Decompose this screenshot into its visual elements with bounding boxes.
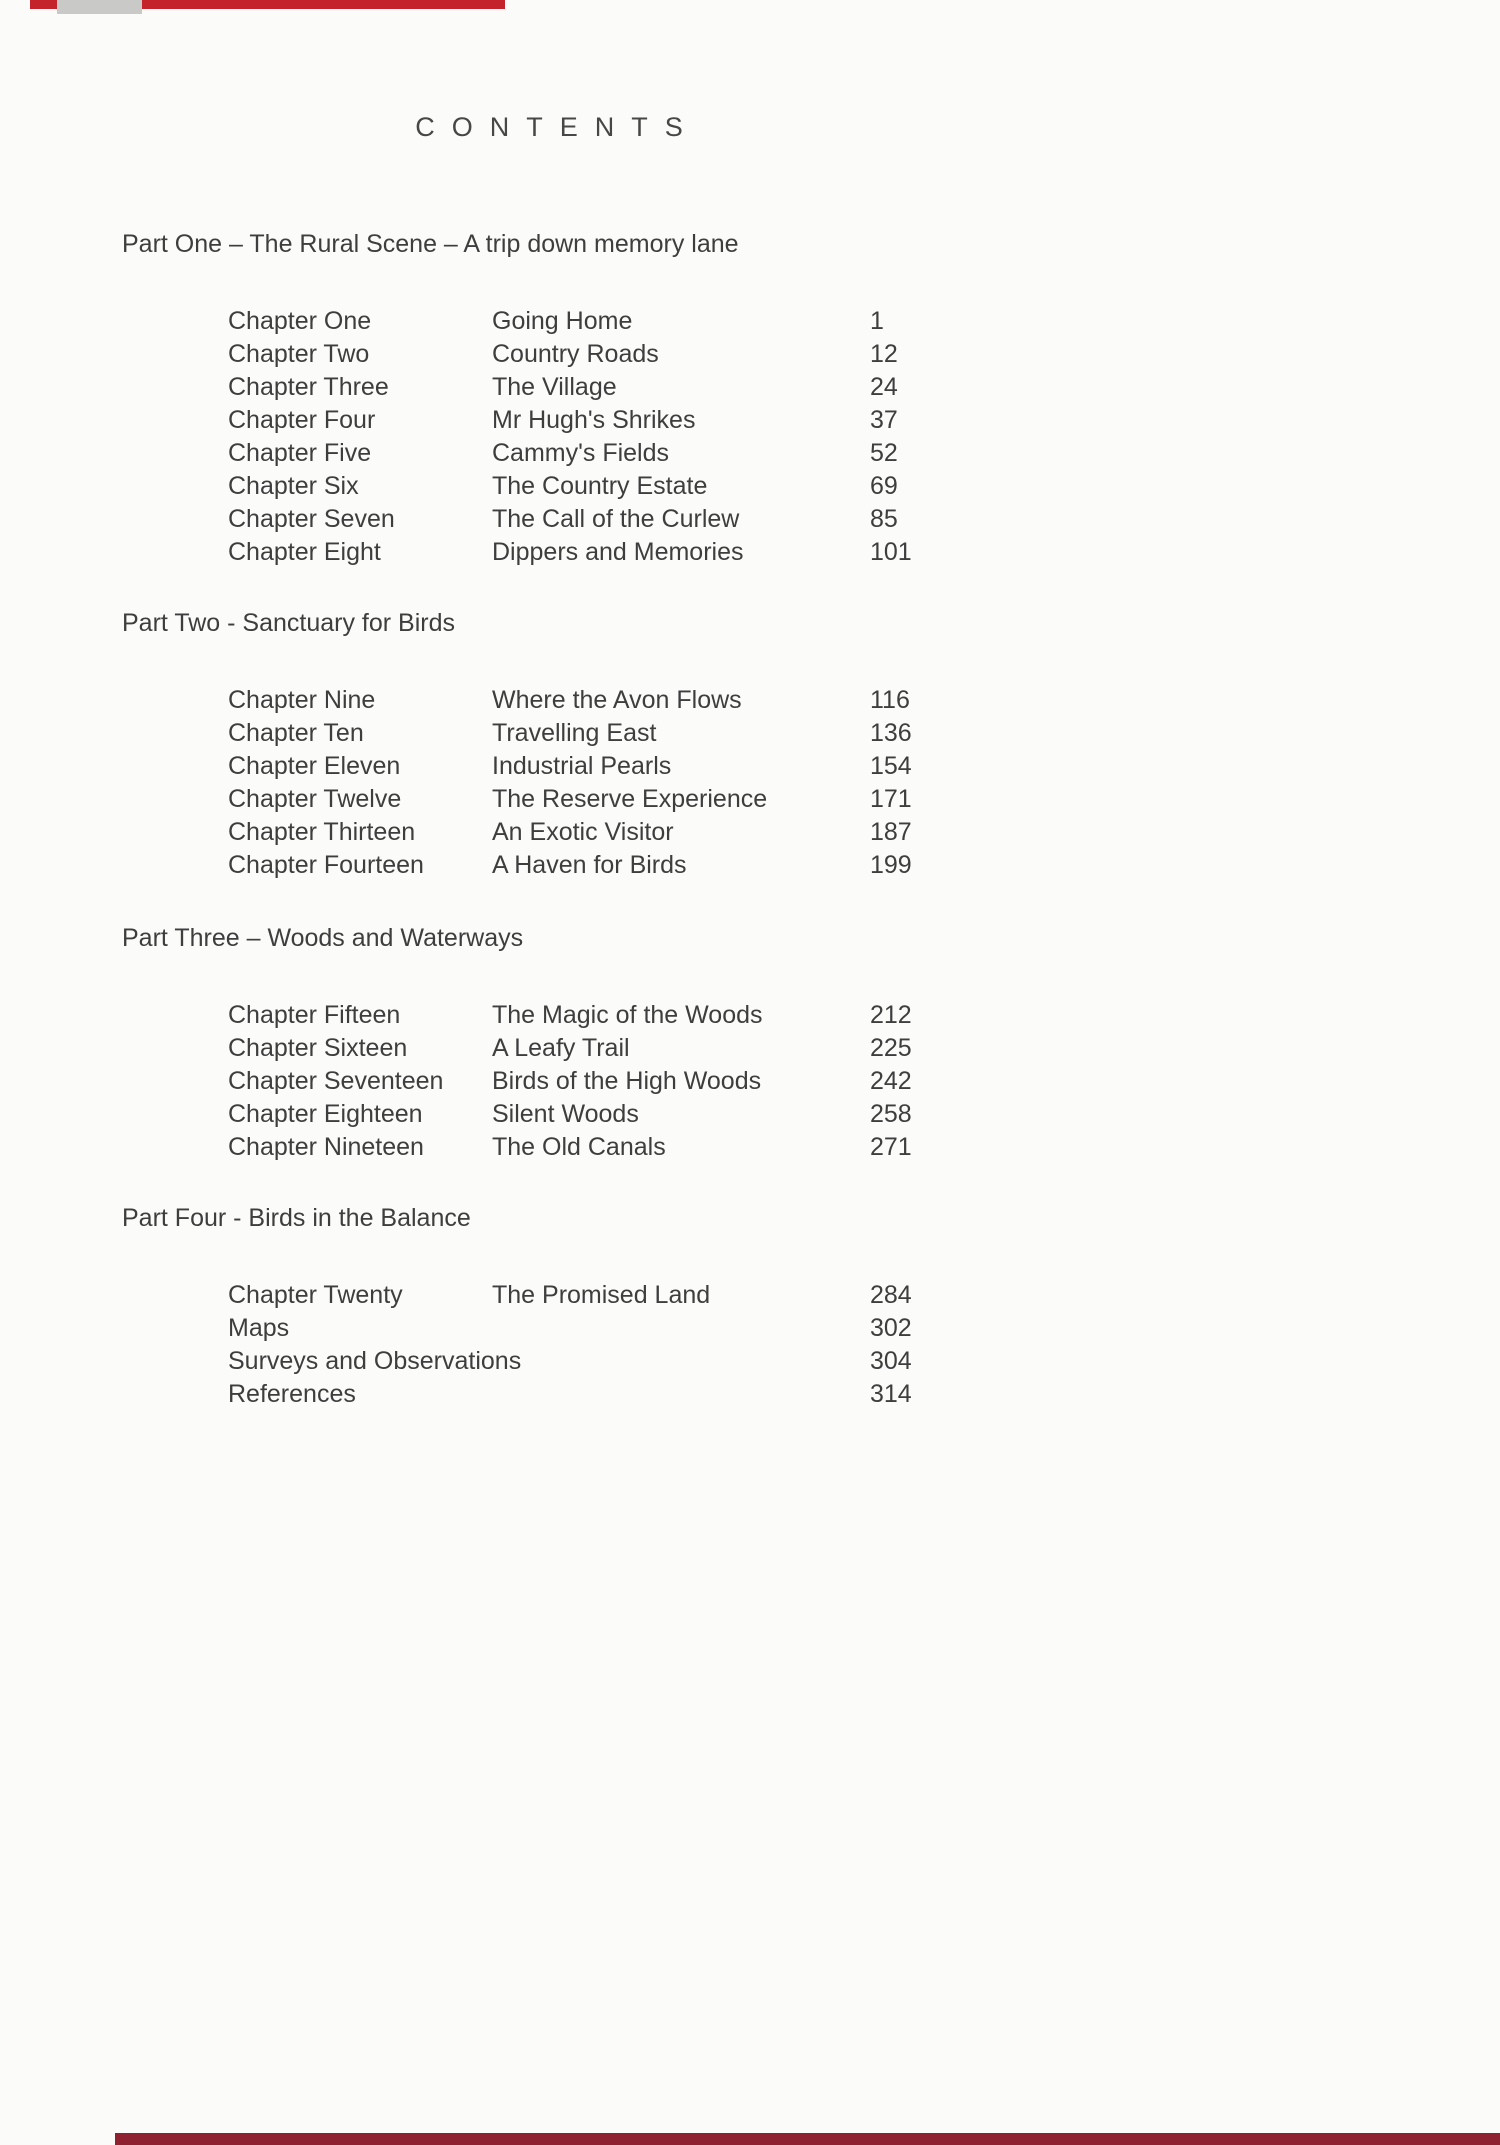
page-number: 187: [870, 818, 912, 846]
chapter-label: References: [228, 1380, 356, 1408]
chapter-label: Chapter Six: [228, 472, 359, 500]
page-number: 199: [870, 851, 912, 879]
toc-entry-row: [228, 999, 912, 1032]
page-number: 314: [870, 1380, 912, 1408]
page-number: 37: [870, 406, 898, 434]
page-number: 284: [870, 1281, 912, 1309]
chapter-label: Chapter Ten: [228, 719, 364, 747]
toc-entry-row: [228, 1065, 912, 1098]
chapter-title: Country Roads: [492, 340, 659, 368]
page-number: 225: [870, 1034, 912, 1062]
contents-title: CONTENTS: [415, 112, 700, 142]
chapter-label: Chapter Two: [228, 340, 370, 368]
chapter-title: The Promised Land: [492, 1281, 711, 1309]
chapter-label: Chapter Fifteen: [228, 1001, 401, 1029]
page-number: 52: [870, 439, 898, 467]
chapter-title: Where the Avon Flows: [492, 686, 742, 714]
chapter-label: Chapter Thirteen: [228, 818, 416, 846]
toc-part: [122, 228, 912, 569]
toc-entry-row: [228, 1279, 912, 1312]
toc-entry-row: [228, 1378, 912, 1411]
chapter-label: Chapter Eighteen: [228, 1100, 423, 1128]
toc-entry-row: [228, 849, 912, 882]
chapter-title: Dippers and Memories: [492, 538, 744, 566]
page-number: 1: [870, 307, 884, 335]
toc-entry-row: [228, 1312, 912, 1345]
chapter-label: Maps: [228, 1314, 290, 1342]
chapter-label: Chapter One: [228, 307, 372, 335]
scan-artifact-bottom-red-bar: [115, 2133, 1500, 2145]
part-entries: [228, 999, 912, 1164]
page-number: 304: [870, 1347, 912, 1375]
chapter-label: Chapter Fourteen: [228, 851, 424, 879]
chapter-title: Birds of the High Woods: [492, 1067, 762, 1095]
page-number: 271: [870, 1133, 912, 1161]
chapter-label: Chapter Seven: [228, 505, 395, 533]
chapter-title: Travelling East: [492, 719, 657, 747]
toc-entry-row: [228, 1032, 912, 1065]
toc-parts: [122, 228, 912, 1449]
part-entries: [228, 1279, 912, 1411]
toc-entry-row: [228, 404, 912, 437]
chapter-title: Mr Hugh's Shrikes: [492, 406, 696, 434]
toc-entry-row: [228, 338, 912, 371]
chapter-label: Chapter Twelve: [228, 785, 402, 813]
toc-entry-row: [228, 684, 912, 717]
chapter-title: Silent Woods: [492, 1100, 639, 1128]
page-number: 212: [870, 1001, 912, 1029]
chapter-label: Chapter Seventeen: [228, 1067, 444, 1095]
page-number: 116: [870, 686, 910, 714]
part-entries: [228, 305, 912, 569]
toc-entry-row: [228, 470, 912, 503]
toc-entry-row: [228, 783, 912, 816]
chapter-title: Industrial Pearls: [492, 752, 672, 780]
page-number: 171: [870, 785, 912, 813]
chapter-title: The Country Estate: [492, 472, 708, 500]
chapter-title: The Village: [492, 373, 617, 401]
toc-entry-row: [228, 371, 912, 404]
toc-entry-row: [228, 503, 912, 536]
chapter-label: Surveys and Observations: [228, 1347, 522, 1375]
chapter-label: Chapter Nineteen: [228, 1133, 424, 1161]
page-number: 85: [870, 505, 898, 533]
chapter-title: The Call of the Curlew: [492, 505, 740, 533]
chapter-title: The Old Canals: [492, 1133, 666, 1161]
page-number: 101: [870, 538, 912, 566]
toc-entry-row: [228, 437, 912, 470]
chapter-label: Chapter Nine: [228, 686, 376, 714]
page-number: 12: [870, 340, 898, 368]
chapter-title: A Leafy Trail: [492, 1034, 630, 1062]
chapter-title: The Magic of the Woods: [492, 1001, 763, 1029]
chapter-label: Chapter Twenty: [228, 1281, 403, 1309]
chapter-label: Chapter Five: [228, 439, 372, 467]
page-number: 302: [870, 1314, 912, 1342]
chapter-title: A Haven for Birds: [492, 851, 687, 879]
chapter-label: Chapter Three: [228, 373, 389, 401]
part-entries: [228, 684, 912, 882]
toc-entry-row: [228, 1345, 912, 1378]
part-heading: Part Two - Sanctuary for Birds: [122, 609, 455, 637]
page-number: 69: [870, 472, 898, 500]
toc-entry-row: [228, 305, 912, 338]
chapter-title: An Exotic Visitor: [492, 818, 674, 846]
toc-part: [122, 607, 912, 882]
toc-entry-row: [228, 750, 912, 783]
toc-entry-row: [228, 717, 912, 750]
chapter-title: The Reserve Experience: [492, 785, 768, 813]
part-heading: Part Four - Birds in the Balance: [122, 1204, 471, 1232]
scan-artifact-top-gray-block: [57, 0, 142, 14]
page-number: 258: [870, 1100, 912, 1128]
chapter-title: Going Home: [492, 307, 633, 335]
chapter-label: Chapter Sixteen: [228, 1034, 408, 1062]
page-number: 136: [870, 719, 912, 747]
chapter-label: Chapter Four: [228, 406, 376, 434]
chapter-title: Cammy's Fields: [492, 439, 670, 467]
chapter-label: Chapter Eleven: [228, 752, 401, 780]
toc-part: [122, 922, 912, 1164]
page-number: 242: [870, 1067, 912, 1095]
part-heading: Part Three – Woods and Waterways: [122, 924, 524, 952]
page-number: 154: [870, 752, 912, 780]
toc-entry-row: [228, 816, 912, 849]
chapter-label: Chapter Eight: [228, 538, 381, 566]
part-heading: Part One – The Rural Scene – A trip down memory lane: [122, 230, 739, 258]
toc-entry-row: [228, 536, 912, 569]
page-number: 24: [870, 373, 898, 401]
toc-entry-row: [228, 1098, 912, 1131]
toc-part: [122, 1202, 912, 1411]
toc-entry-row: [228, 1131, 912, 1164]
